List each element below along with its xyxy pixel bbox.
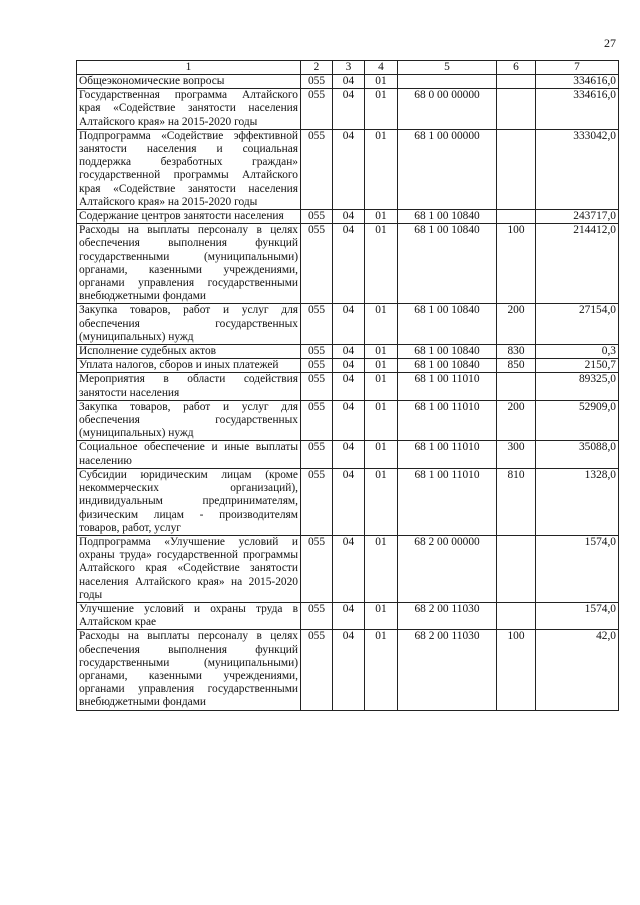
cell-section: 04: [333, 129, 365, 209]
cell-subsection: 01: [365, 89, 398, 130]
cell-ministry-code: 055: [301, 129, 333, 209]
cell-ministry-code: 055: [301, 304, 333, 345]
cell-subsection: 01: [365, 210, 398, 224]
cell-name: Исполнение судебных актов: [77, 345, 301, 359]
cell-expense-type: 100: [497, 224, 536, 304]
cell-name: Подпрограмма «Улучшение условий и охраны труда» государственной программы Алтайского края «Содействие занятости населения Алтайского края» на 2015-2020 годы: [77, 535, 301, 602]
cell-subsection: 01: [365, 345, 398, 359]
table-row: [77, 89, 619, 130]
cell-ministry-code: 055: [301, 535, 333, 602]
cell-subsection: 01: [365, 129, 398, 209]
cell-ministry-code: 055: [301, 630, 333, 710]
table-row: [77, 129, 619, 209]
table-row: [77, 345, 619, 359]
cell-target-item: 68 1 00 10840: [398, 210, 497, 224]
cell-amount: 1574,0: [536, 535, 619, 602]
cell-expense-type: [497, 210, 536, 224]
cell-expense-type: [497, 129, 536, 209]
cell-subsection: 01: [365, 304, 398, 345]
cell-target-item: 68 1 00 10840: [398, 224, 497, 304]
cell-expense-type: 830: [497, 345, 536, 359]
cell-ministry-code: 055: [301, 468, 333, 535]
cell-subsection: 01: [365, 224, 398, 304]
header-row: [77, 61, 619, 75]
cell-name: Расходы на выплаты персоналу в целях обеспечения выполнения функций государственными (муниципальными) органами, казенными учреждениями, органами управления государственными внебюджетными фондами: [77, 630, 301, 710]
cell-name: Улучшение условий и охраны труда в Алтайском крае: [77, 602, 301, 629]
cell-section: 04: [333, 89, 365, 130]
header-col-1: 1: [77, 61, 301, 75]
cell-subsection: 01: [365, 468, 398, 535]
cell-name: Закупка товаров, работ и услуг для обеспечения государственных (муниципальных) нужд: [77, 304, 301, 345]
table-row: [77, 400, 619, 441]
cell-section: 04: [333, 468, 365, 535]
header-col-4: 4: [365, 61, 398, 75]
cell-target-item: 68 1 00 11010: [398, 373, 497, 400]
cell-target-item: 68 1 00 11010: [398, 400, 497, 441]
cell-name: Мероприятия в области содействия занятости населения: [77, 373, 301, 400]
header-col-7: 7: [536, 61, 619, 75]
cell-ministry-code: 055: [301, 75, 333, 89]
cell-expense-type: [497, 535, 536, 602]
cell-subsection: 01: [365, 75, 398, 89]
cell-subsection: 01: [365, 630, 398, 710]
cell-section: 04: [333, 224, 365, 304]
cell-expense-type: [497, 373, 536, 400]
cell-amount: 243717,0: [536, 210, 619, 224]
cell-amount: 89325,0: [536, 373, 619, 400]
cell-target-item: 68 1 00 10840: [398, 304, 497, 345]
cell-subsection: 01: [365, 535, 398, 602]
cell-subsection: 01: [365, 373, 398, 400]
cell-amount: 35088,0: [536, 441, 619, 468]
cell-expense-type: 200: [497, 304, 536, 345]
cell-expense-type: [497, 602, 536, 629]
cell-name: Закупка товаров, работ и услуг для обеспечения государственных (муниципальных) нужд: [77, 400, 301, 441]
cell-target-item: 68 2 00 11030: [398, 602, 497, 629]
cell-expense-type: 300: [497, 441, 536, 468]
cell-amount: 334616,0: [536, 89, 619, 130]
table-row: [77, 210, 619, 224]
cell-name: Подпрограмма «Содействие эффективной занятости населения и социальная поддержка безработных граждан» государственной программы Алтайского края «Содействие занятости населения Алтайского края» на 2015-2020 годы: [77, 129, 301, 209]
cell-expense-type: 100: [497, 630, 536, 710]
cell-amount: 52909,0: [536, 400, 619, 441]
table-row: [77, 535, 619, 602]
cell-amount: 1574,0: [536, 602, 619, 629]
table-body: [77, 75, 619, 711]
budget-table: [76, 60, 619, 711]
page-number: 27: [604, 36, 616, 50]
cell-amount: 334616,0: [536, 75, 619, 89]
header-col-2: 2: [301, 61, 333, 75]
table-row: [77, 441, 619, 468]
cell-name: Государственная программа Алтайского края «Содействие занятости населения Алтайского края» на 2015-2020 годы: [77, 89, 301, 130]
table-row: [77, 602, 619, 629]
cell-amount: 2150,7: [536, 359, 619, 373]
cell-ministry-code: 055: [301, 345, 333, 359]
table-row: [77, 468, 619, 535]
cell-amount: 214412,0: [536, 224, 619, 304]
cell-section: 04: [333, 602, 365, 629]
cell-ministry-code: 055: [301, 400, 333, 441]
cell-name: Расходы на выплаты персоналу в целях обеспечения выполнения функций государственными (муниципальными) органами, казенными учреждениями, органами управления государственными внебюджетными фондами: [77, 224, 301, 304]
cell-amount: 333042,0: [536, 129, 619, 209]
cell-expense-type: 810: [497, 468, 536, 535]
cell-target-item: 68 1 00 11010: [398, 441, 497, 468]
cell-section: 04: [333, 210, 365, 224]
cell-section: 04: [333, 630, 365, 710]
cell-subsection: 01: [365, 602, 398, 629]
cell-name: Социальное обеспечение и иные выплаты населению: [77, 441, 301, 468]
cell-section: 04: [333, 75, 365, 89]
cell-ministry-code: 055: [301, 602, 333, 629]
cell-subsection: 01: [365, 441, 398, 468]
cell-subsection: 01: [365, 400, 398, 441]
cell-section: 04: [333, 304, 365, 345]
cell-expense-type: 850: [497, 359, 536, 373]
cell-subsection: 01: [365, 359, 398, 373]
cell-expense-type: [497, 89, 536, 130]
cell-target-item: 68 2 00 11030: [398, 630, 497, 710]
table-row: [77, 359, 619, 373]
table-row: [77, 630, 619, 710]
cell-name: Уплата налогов, сборов и иных платежей: [77, 359, 301, 373]
cell-ministry-code: 055: [301, 89, 333, 130]
cell-target-item: 68 1 00 11010: [398, 468, 497, 535]
cell-amount: 1328,0: [536, 468, 619, 535]
cell-name: Общеэкономические вопросы: [77, 75, 301, 89]
cell-ministry-code: 055: [301, 224, 333, 304]
cell-target-item: [398, 75, 497, 89]
header-col-5: 5: [398, 61, 497, 75]
table-row: [77, 373, 619, 400]
cell-target-item: 68 1 00 00000: [398, 129, 497, 209]
cell-expense-type: 200: [497, 400, 536, 441]
cell-amount: 42,0: [536, 630, 619, 710]
table-row: [77, 75, 619, 89]
cell-amount: 0,3: [536, 345, 619, 359]
cell-section: 04: [333, 359, 365, 373]
cell-name: Субсидии юридическим лицам (кроме некоммерческих организаций), индивидуальным предпринимателям, физическим лицам - производителям товаров, работ, услуг: [77, 468, 301, 535]
cell-section: 04: [333, 373, 365, 400]
cell-ministry-code: 055: [301, 210, 333, 224]
table-row: [77, 304, 619, 345]
cell-section: 04: [333, 400, 365, 441]
cell-ministry-code: 055: [301, 359, 333, 373]
cell-section: 04: [333, 441, 365, 468]
cell-amount: 27154,0: [536, 304, 619, 345]
table-row: [77, 224, 619, 304]
cell-section: 04: [333, 535, 365, 602]
cell-expense-type: [497, 75, 536, 89]
cell-target-item: 68 2 00 00000: [398, 535, 497, 602]
cell-target-item: 68 0 00 00000: [398, 89, 497, 130]
cell-name: Содержание центров занятости населения: [77, 210, 301, 224]
header-col-3: 3: [333, 61, 365, 75]
header-col-6: 6: [497, 61, 536, 75]
cell-target-item: 68 1 00 10840: [398, 359, 497, 373]
cell-section: 04: [333, 345, 365, 359]
cell-target-item: 68 1 00 10840: [398, 345, 497, 359]
cell-ministry-code: 055: [301, 441, 333, 468]
cell-ministry-code: 055: [301, 373, 333, 400]
